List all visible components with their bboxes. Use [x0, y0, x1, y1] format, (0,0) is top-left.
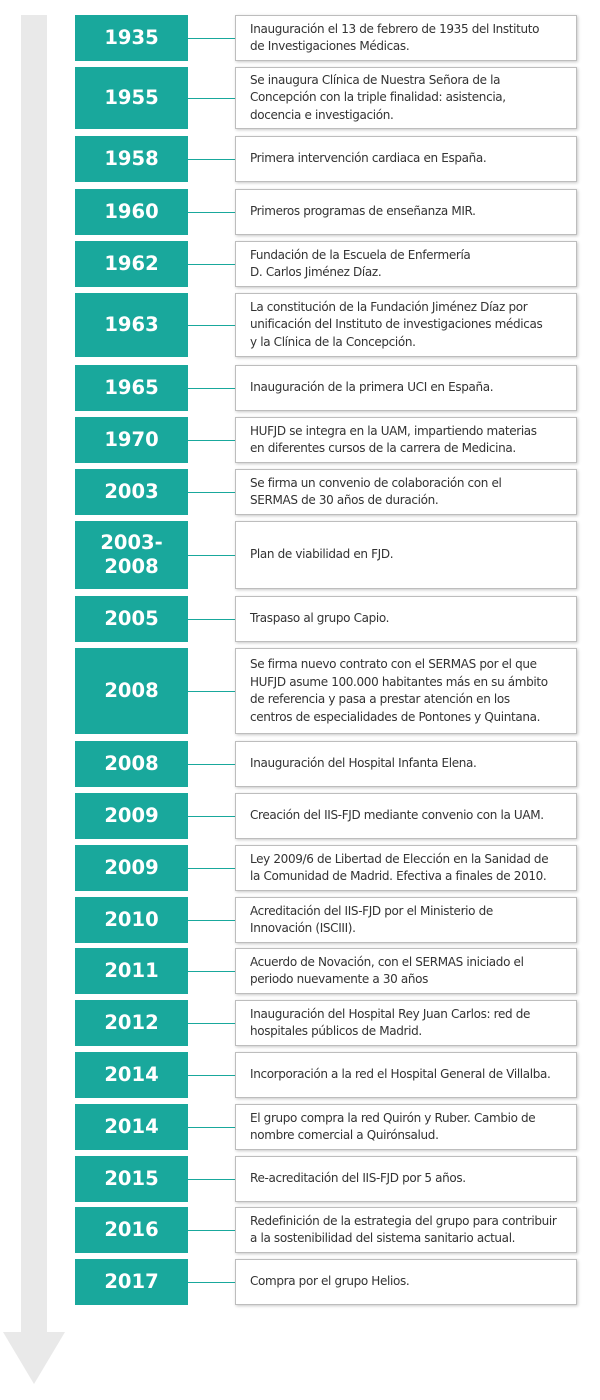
event-year: 2003 [75, 469, 188, 515]
event-description-box [235, 189, 577, 235]
event-connector [188, 555, 235, 556]
event-description: Traspaso al grupo Capio. [250, 611, 390, 626]
event-description: Inauguración del Hospital Rey Juan Carlos: red de hospitales públicos de Madrid. [250, 1006, 531, 1038]
event-year: 2014 [75, 1104, 188, 1150]
event-description-box [235, 1207, 577, 1253]
timeline-event [75, 241, 579, 287]
event-description-box [235, 793, 577, 839]
event-year: 1962 [75, 241, 188, 287]
event-description-box [235, 596, 577, 642]
event-connector [188, 920, 235, 921]
timeline-event [75, 417, 579, 463]
event-year: 2008 [75, 741, 188, 787]
event-description: Ley 2009/6 de Libertad de Elección en la Sanidad de la Comunidad de Madrid. Efectiva a finales de 2010. [250, 851, 549, 883]
event-year: 1935 [75, 15, 188, 61]
timeline-event [75, 1207, 579, 1253]
event-connector [188, 159, 235, 160]
timeline-event [75, 293, 579, 357]
event-connector [188, 1179, 235, 1180]
event-description: Primera intervención cardiaca en España. [250, 151, 487, 166]
event-year: 2003- 2008 [75, 521, 188, 589]
event-description: Re-acreditación del IIS-FJD por 5 años. [250, 1171, 466, 1186]
event-connector [188, 868, 235, 869]
event-connector [188, 388, 235, 389]
timeline-event [75, 1000, 579, 1046]
event-year: 2011 [75, 948, 188, 994]
timeline-event [75, 15, 579, 61]
event-year: 1960 [75, 189, 188, 235]
event-description-box [235, 365, 577, 411]
event-description-box [235, 136, 577, 182]
event-year: 2016 [75, 1207, 188, 1253]
event-description: Inauguración del Hospital Infanta Elena. [250, 756, 477, 771]
event-year: 1963 [75, 293, 188, 357]
timeline-event [75, 67, 579, 129]
timeline-event [75, 741, 579, 787]
timeline-event [75, 1052, 579, 1098]
event-year: 2012 [75, 1000, 188, 1046]
event-connector [188, 971, 235, 972]
timeline-event [75, 596, 579, 642]
event-description: Compra por el grupo Helios. [250, 1274, 410, 1289]
timeline-event [75, 469, 579, 515]
event-year: 2017 [75, 1259, 188, 1305]
event-year: 2015 [75, 1156, 188, 1202]
event-year: 2010 [75, 897, 188, 943]
timeline-event [75, 845, 579, 891]
event-description-box [235, 845, 577, 891]
event-description-box [235, 293, 577, 357]
event-description: Redefinición de la estrategia del grupo para contribuir a la sostenibilidad del sistema sanitario actual. [250, 1213, 557, 1245]
event-description: Acreditación del IIS-FJD por el Ministerio de Innovación (ISCIII). [250, 903, 493, 935]
timeline-event [75, 948, 579, 994]
event-description-box [235, 1000, 577, 1046]
event-connector [188, 98, 235, 99]
event-description-box [235, 741, 577, 787]
event-description: El grupo compra la red Quirón y Ruber. Cambio de nombre comercial a Quirónsalud. [250, 1110, 536, 1142]
timeline-event [75, 189, 579, 235]
event-description-box [235, 648, 577, 734]
timeline-event [75, 136, 579, 182]
event-description: Plan de viabilidad en FJD. [250, 547, 394, 562]
timeline-event [75, 521, 579, 589]
event-description: La constitución de la Fundación Jiménez Díaz por unificación del Instituto de investigaciones médicas y la Clínica de la Concepción. [250, 299, 543, 349]
event-connector [188, 492, 235, 493]
event-connector [188, 816, 235, 817]
event-description: Inauguración el 13 de febrero de 1935 del Instituto de Investigaciones Médicas. [250, 21, 540, 53]
event-year: 2008 [75, 648, 188, 734]
event-description: Acuerdo de Novación, con el SERMAS iniciado el periodo nuevamente a 30 años [250, 954, 524, 986]
event-description: HUFJD se integra en la UAM, impartiendo materias en diferentes cursos de la carrera de Medicina. [250, 423, 537, 455]
event-year: 2014 [75, 1052, 188, 1098]
event-year: 1955 [75, 67, 188, 129]
event-year: 2009 [75, 845, 188, 891]
event-description: Primeros programas de enseñanza MIR. [250, 204, 476, 219]
event-description: Se firma un convenio de colaboración con el SERMAS de 30 años de duración. [250, 475, 502, 507]
event-year: 1965 [75, 365, 188, 411]
event-connector [188, 1023, 235, 1024]
event-description: Se firma nuevo contrato con el SERMAS por el que HUFJD asume 100.000 habitantes más en su ámbito de referencia y pasa a prestar atención en los centros de especialidades de Pontones y Quintana. [250, 657, 548, 724]
event-description: Fundación de la Escuela de Enfermería D. Carlos Jiménez Díaz. [250, 247, 471, 279]
event-connector [188, 1075, 235, 1076]
event-description-box [235, 241, 577, 287]
event-description-box [235, 521, 577, 589]
event-description: Se inaugura Clínica de Nuestra Señora de la Concepción con la triple finalidad: asistencia, docencia e investigación. [250, 72, 506, 122]
event-description-box [235, 948, 577, 994]
event-connector [188, 264, 235, 265]
event-description-box [235, 897, 577, 943]
event-year: 2005 [75, 596, 188, 642]
event-connector [188, 325, 235, 326]
timeline-event [75, 365, 579, 411]
event-description-box [235, 1259, 577, 1305]
timeline-event [75, 648, 579, 734]
timeline-event [75, 1259, 579, 1305]
event-year: 1958 [75, 136, 188, 182]
event-description: Incorporación a la red el Hospital General de Villalba. [250, 1067, 551, 1082]
event-description-box [235, 67, 577, 129]
event-connector [188, 38, 235, 39]
event-year: 2009 [75, 793, 188, 839]
event-connector [188, 440, 235, 441]
event-year: 1970 [75, 417, 188, 463]
event-connector [188, 691, 235, 692]
event-connector [188, 619, 235, 620]
event-description-box [235, 1104, 577, 1150]
event-description-box [235, 469, 577, 515]
event-connector [188, 764, 235, 765]
event-description-box [235, 417, 577, 463]
event-connector [188, 1230, 235, 1231]
event-description: Creación del IIS-FJD mediante convenio con la UAM. [250, 808, 544, 823]
timeline-event [75, 1104, 579, 1150]
event-description-box [235, 1156, 577, 1202]
timeline-event [75, 1156, 579, 1202]
event-connector [188, 212, 235, 213]
event-description: Inauguración de la primera UCI en España. [250, 380, 494, 395]
timeline-event [75, 793, 579, 839]
event-connector [188, 1127, 235, 1128]
timeline-event [75, 897, 579, 943]
event-connector [188, 1282, 235, 1283]
event-description-box [235, 15, 577, 61]
event-description-box [235, 1052, 577, 1098]
